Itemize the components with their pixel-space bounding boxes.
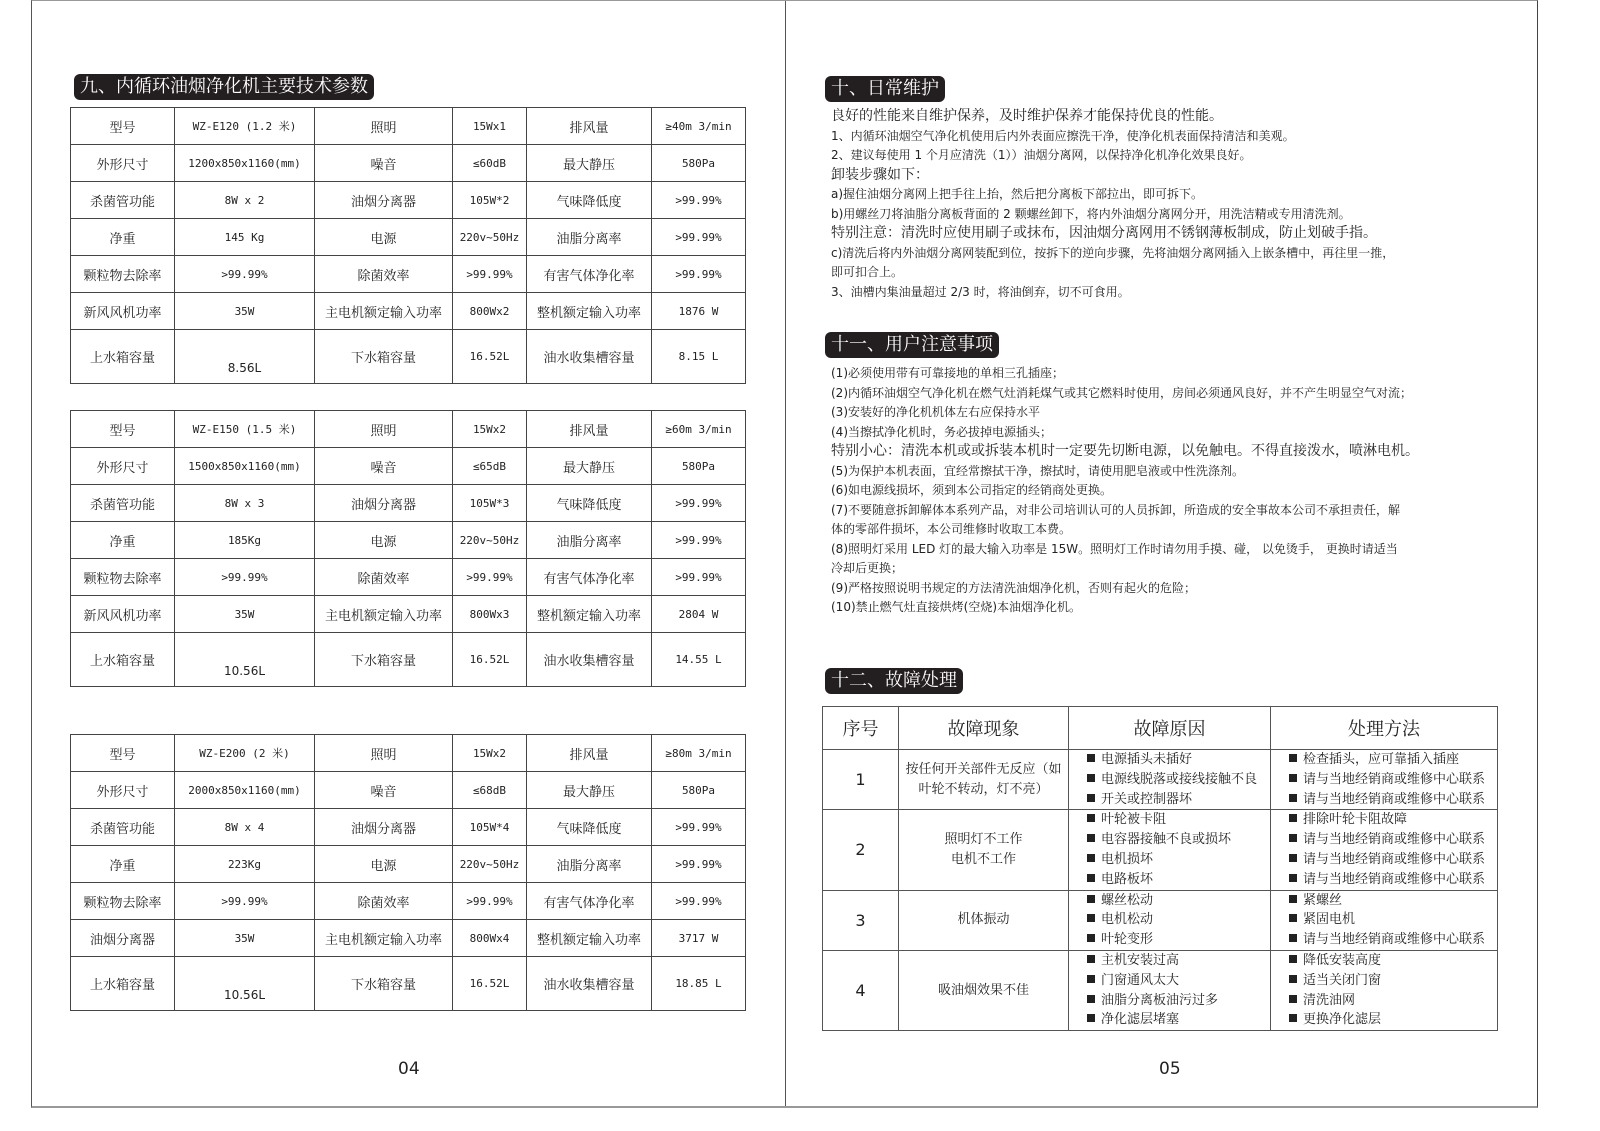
solution-cell — [1271, 810, 1498, 890]
precautions-text — [831, 364, 1419, 618]
spec-row — [71, 522, 746, 559]
spec-label: 油水收集槽容量 — [527, 330, 652, 384]
text-line: (9)严格按照说明书规定的方法清洗油烟净化机，否则有起火的危险； — [831, 580, 1197, 595]
item-text: 请与当地经销商或维修中心联系 — [1303, 851, 1486, 867]
spec-value: >99.99% — [652, 522, 746, 559]
row-number: 4 — [823, 950, 899, 1030]
solution-item — [1289, 891, 1497, 911]
cause-item — [1087, 951, 1270, 971]
spec-value: WZ-E120 (1.2 米) — [175, 108, 315, 145]
text-line: (2)内循环油烟空气净化机在燃气灶消耗煤气或其它燃料时使用，房间必须通风良好，并不产生明显空气对流； — [831, 385, 1413, 400]
spec-value: >99.99% — [453, 559, 527, 596]
section-title-troubleshooting: 十二、故障处理 — [825, 668, 963, 694]
spec-label: 颗粒物去除率 — [71, 883, 175, 920]
spec-row — [71, 448, 746, 485]
spec-value: >99.99% — [175, 256, 315, 293]
item-text: 门窗通风太大 — [1101, 972, 1180, 988]
text-line: (8)照明灯采用 LED 灯的最大输入功率是 15W。照明灯工作时请勿用手摸、碰， 以免烫手， 更换时请适当 — [831, 541, 1398, 556]
spec-value: 580Pa — [652, 772, 746, 809]
spec-label: 上水箱容量 — [71, 957, 175, 1011]
cause-item — [1087, 830, 1270, 850]
section-title-maintenance: 十、日常维护 — [825, 76, 945, 102]
spec-label: 电源 — [315, 219, 453, 256]
solution-item — [1289, 850, 1497, 870]
spec-label: 排风量 — [527, 735, 652, 772]
cause-item — [1087, 790, 1270, 810]
spec-value: 2000x850x1160(mm) — [175, 772, 315, 809]
spec-label: 型号 — [71, 411, 175, 448]
spec-value: 16.52L — [453, 330, 527, 384]
spec-label: 油烟分离器 — [315, 182, 453, 219]
solution-item — [1289, 750, 1497, 770]
spec-label: 气味降低度 — [527, 182, 652, 219]
spec-label: 最大静压 — [527, 145, 652, 182]
spec-value: 8.15 L — [652, 330, 746, 384]
spec-value: WZ-E200 (2 米) — [175, 735, 315, 772]
spec-value: 8W x 2 — [175, 182, 315, 219]
cause-item — [1087, 750, 1270, 770]
spec-label: 电源 — [315, 846, 453, 883]
symptom-line: 吸油烟效果不佳 — [937, 982, 1029, 998]
item-text: 请与当地经销商或维修中心联系 — [1303, 771, 1486, 787]
spec-value: 15Wx2 — [453, 735, 527, 772]
spec-row — [71, 293, 746, 330]
header-symptom: 故障现象 — [899, 707, 1069, 750]
spec-label: 下水箱容量 — [315, 957, 453, 1011]
spec-value: ≥60m 3/min — [652, 411, 746, 448]
spec-value: 145 Kg — [175, 219, 315, 256]
row-number: 3 — [823, 890, 899, 950]
spec-value: 2804 W — [652, 596, 746, 633]
item-text: 请与当地经销商或维修中心联系 — [1303, 832, 1486, 848]
symptom-line: 照明灯不工作 — [944, 831, 1023, 847]
spec-label: 主电机额定输入功率 — [315, 920, 453, 957]
spec-row — [71, 145, 746, 182]
square-bullet-icon — [1087, 834, 1095, 842]
solution-item — [1289, 830, 1497, 850]
spec-row — [71, 735, 746, 772]
solution-cell — [1271, 950, 1498, 1030]
text-line: (10)禁止燃气灶直接烘烤(空烧)本油烟净化机。 — [831, 600, 1081, 614]
cause-item — [1087, 770, 1270, 790]
spec-label: 颗粒物去除率 — [71, 559, 175, 596]
item-text: 净化滤层堵塞 — [1101, 1012, 1180, 1028]
square-bullet-icon — [1289, 975, 1297, 983]
spec-value: 1500x850x1160(mm) — [175, 448, 315, 485]
text-line: 1、内循环油烟空气净化机使用后内外表面应擦洗干净，使净化机表面保持清洁和美观。 — [831, 128, 1295, 143]
square-bullet-icon — [1289, 874, 1297, 882]
spec-row — [71, 957, 746, 1011]
item-text: 请与当地经销商或维修中心联系 — [1303, 791, 1486, 807]
text-line: 冷却后更换； — [831, 561, 904, 575]
square-bullet-icon — [1087, 874, 1095, 882]
spec-label: 油水收集槽容量 — [527, 957, 652, 1011]
item-text: 排除叶轮卡阻故障 — [1303, 812, 1408, 828]
spec-row — [71, 920, 746, 957]
spec-value: 580Pa — [652, 448, 746, 485]
square-bullet-icon — [1087, 854, 1095, 862]
solution-item — [1289, 991, 1497, 1011]
header-number: 序号 — [823, 707, 899, 750]
spec-value: 15Wx1 — [453, 108, 527, 145]
spec-value: 105W*3 — [453, 485, 527, 522]
spec-value: 35W — [175, 920, 315, 957]
spec-label: 油水收集槽容量 — [527, 633, 652, 687]
text-line: (7)不要随意拆卸解体本系列产品，对非公司培训认可的人员拆卸，所造成的安全事故本公司不承担责任，解 — [831, 502, 1401, 517]
cause-item — [1087, 870, 1270, 890]
item-text: 开关或控制器坏 — [1101, 791, 1193, 807]
spec-value: 105W*2 — [453, 182, 527, 219]
spec-label: 排风量 — [527, 108, 652, 145]
spec-label: 整机额定输入功率 — [527, 293, 652, 330]
text-line: a)握住油烟分离网上把手往上抬，然后把分离板下部拉出，即可拆下。 — [831, 187, 1204, 201]
spec-row — [71, 330, 746, 384]
text-line: (3)安装好的净化机机体左右应保持水平 — [831, 405, 1040, 419]
symptom-line: 电机不工作 — [950, 851, 1016, 867]
solution-cell — [1271, 750, 1498, 810]
spec-label: 有害气体净化率 — [527, 559, 652, 596]
spec-value: 8W x 3 — [175, 485, 315, 522]
solution-item — [1289, 930, 1497, 950]
solution-item — [1289, 770, 1497, 790]
spec-label: 杀菌管功能 — [71, 809, 175, 846]
square-bullet-icon — [1289, 834, 1297, 842]
spec-value: >99.99% — [652, 559, 746, 596]
item-text: 电源插头未插好 — [1101, 752, 1193, 767]
spec-value: 580Pa — [652, 145, 746, 182]
solution-cell — [1271, 890, 1498, 950]
spec-value: ≤65dB — [453, 448, 527, 485]
spec-value: 8W x 4 — [175, 809, 315, 846]
symptom-cell — [899, 810, 1069, 890]
spec-table-e150 — [70, 410, 746, 687]
spec-value: 18.85 L — [652, 957, 746, 1011]
spec-value: 35W — [175, 293, 315, 330]
spec-value: ≥80m 3/min — [652, 735, 746, 772]
square-bullet-icon — [1289, 995, 1297, 1003]
square-bullet-icon — [1087, 1014, 1095, 1022]
spec-label: 型号 — [71, 735, 175, 772]
spec-value: >99.99% — [652, 846, 746, 883]
solution-item — [1289, 951, 1497, 971]
spec-value: >99.99% — [652, 809, 746, 846]
item-text: 螺丝松动 — [1101, 892, 1154, 908]
square-bullet-icon — [1087, 934, 1095, 942]
text-line: b)用螺丝刀将油脂分离板背面的 2 颗螺丝卸下，将内外油烟分离网分开，用洗洁精或专用清洗剂。 — [831, 206, 1351, 221]
spec-value: 220v~50Hz — [453, 846, 527, 883]
spec-label: 外形尺寸 — [71, 448, 175, 485]
spec-label: 油烟分离器 — [315, 809, 453, 846]
spec-label: 型号 — [71, 108, 175, 145]
solution-item — [1289, 910, 1497, 930]
spec-row — [71, 633, 746, 687]
square-bullet-icon — [1087, 794, 1095, 802]
spec-label: 杀菌管功能 — [71, 485, 175, 522]
solution-item — [1289, 971, 1497, 991]
cause-cell — [1069, 950, 1271, 1030]
spec-value: 220v~50Hz — [453, 522, 527, 559]
spec-row — [71, 559, 746, 596]
spec-row — [71, 883, 746, 920]
spec-label: 除菌效率 — [315, 883, 453, 920]
item-text: 紧螺丝 — [1303, 892, 1343, 908]
item-text: 主机安装过高 — [1101, 952, 1180, 968]
item-text: 电机损坏 — [1101, 851, 1154, 867]
spec-value: >99.99% — [652, 256, 746, 293]
cause-cell — [1069, 750, 1271, 810]
spec-row — [71, 809, 746, 846]
spec-row — [71, 485, 746, 522]
spec-value: 1200x850x1160(mm) — [175, 145, 315, 182]
square-bullet-icon — [1087, 914, 1095, 922]
text-line: 良好的性能来自维护保养，及时维护保养才能保持优良的性能。 — [831, 108, 1223, 124]
spec-label: 油脂分离率 — [527, 219, 652, 256]
item-text: 紧固电机 — [1303, 912, 1356, 928]
spec-label: 新风风机功率 — [71, 596, 175, 633]
spec-label: 有害气体净化率 — [527, 883, 652, 920]
item-text: 电路板坏 — [1101, 871, 1154, 887]
symptom-line: 按任何开关部件无反应（如 — [905, 761, 1062, 777]
spec-row — [71, 846, 746, 883]
symptom-line: 叶轮不转动，灯不亮） — [918, 781, 1049, 797]
cause-item — [1087, 1010, 1270, 1030]
item-text: 叶轮变形 — [1101, 932, 1154, 948]
section-title-specs: 九、内循环油烟净化机主要技术参数 — [74, 74, 374, 100]
spec-label: 新风风机功率 — [71, 293, 175, 330]
spec-row — [71, 108, 746, 145]
square-bullet-icon — [1289, 934, 1297, 942]
troubleshooting-row — [823, 890, 1498, 950]
spec-value: ≥40m 3/min — [652, 108, 746, 145]
spec-label: 最大静压 — [527, 448, 652, 485]
troubleshooting-table — [822, 706, 1498, 1031]
spec-label: 油烟分离器 — [71, 920, 175, 957]
symptom-cell — [899, 750, 1069, 810]
spec-value: 16.52L — [453, 957, 527, 1011]
spec-value: >99.99% — [652, 883, 746, 920]
header-cause: 故障原因 — [1069, 707, 1271, 750]
square-bullet-icon — [1289, 794, 1297, 802]
spec-table-e200 — [70, 734, 746, 1011]
spec-label: 最大静压 — [527, 772, 652, 809]
spec-value: 10.56L — [175, 633, 315, 687]
spec-value: >99.99% — [453, 256, 527, 293]
spec-label: 噪音 — [315, 448, 453, 485]
spec-label: 下水箱容量 — [315, 633, 453, 687]
symptom-line: 机体振动 — [957, 912, 1010, 928]
page-number-left: 04 — [398, 1059, 420, 1079]
square-bullet-icon — [1087, 995, 1095, 1003]
solution-item — [1289, 790, 1497, 810]
spec-value: WZ-E150 (1.5 米) — [175, 411, 315, 448]
spec-label: 下水箱容量 — [315, 330, 453, 384]
square-bullet-icon — [1087, 814, 1095, 822]
cause-item — [1087, 910, 1270, 930]
text-line: 即可扣合上。 — [831, 265, 904, 279]
text-line: 特别小心：清洗本机或或拆装本机时一定要先切断电源，以免触电。不得直接泼水，喷淋电机。 — [831, 443, 1419, 459]
spec-value: 105W*4 — [453, 809, 527, 846]
troubleshooting-row — [823, 950, 1498, 1030]
spec-value: 223Kg — [175, 846, 315, 883]
row-number: 2 — [823, 810, 899, 890]
troubleshooting-row — [823, 750, 1498, 810]
text-line: 卸装步骤如下： — [831, 166, 929, 183]
spec-label: 整机额定输入功率 — [527, 596, 652, 633]
spec-row — [71, 411, 746, 448]
spec-value: ≤68dB — [453, 772, 527, 809]
item-text: 油脂分离板油污过多 — [1101, 992, 1219, 1008]
square-bullet-icon — [1087, 955, 1095, 963]
spec-value: >99.99% — [652, 485, 746, 522]
square-bullet-icon — [1289, 814, 1297, 822]
spec-value: >99.99% — [652, 219, 746, 256]
item-text: 请与当地经销商或维修中心联系 — [1303, 871, 1486, 887]
spec-label: 照明 — [315, 108, 453, 145]
spec-label: 油脂分离率 — [527, 846, 652, 883]
spec-row — [71, 772, 746, 809]
spec-value: >99.99% — [652, 182, 746, 219]
spec-value: 220v~50Hz — [453, 219, 527, 256]
square-bullet-icon — [1289, 774, 1297, 782]
spec-label: 主电机额定输入功率 — [315, 293, 453, 330]
spec-label: 整机额定输入功率 — [527, 920, 652, 957]
cause-item — [1087, 810, 1270, 830]
spec-value: 800Wx4 — [453, 920, 527, 957]
text-line: 2、建议每使用 1 个月应清洗（1））油烟分离网，以保持净化机净化效果良好。 — [831, 148, 1252, 162]
spec-label: 上水箱容量 — [71, 330, 175, 384]
square-bullet-icon — [1087, 975, 1095, 983]
square-bullet-icon — [1289, 854, 1297, 862]
item-text: 清洗油网 — [1303, 992, 1356, 1008]
cause-item — [1087, 891, 1270, 911]
solution-item — [1289, 1010, 1497, 1030]
spec-label: 净重 — [71, 846, 175, 883]
text-line: 3、油槽内集油量超过 2/3 时，将油倒弃，切不可食用。 — [831, 284, 1130, 299]
item-text: 电机松动 — [1101, 912, 1154, 928]
spec-value: 15Wx2 — [453, 411, 527, 448]
spec-value: 8.56L — [175, 330, 315, 384]
spec-label: 气味降低度 — [527, 809, 652, 846]
spec-label: 噪音 — [315, 772, 453, 809]
spec-label: 照明 — [315, 735, 453, 772]
spec-label: 除菌效率 — [315, 559, 453, 596]
spec-value: 1876 W — [652, 293, 746, 330]
item-text: 叶轮被卡阻 — [1101, 812, 1167, 828]
item-text: 检查插头，应可靠插入插座 — [1303, 752, 1460, 767]
spec-label: 外形尺寸 — [71, 145, 175, 182]
symptom-cell — [899, 890, 1069, 950]
square-bullet-icon — [1289, 955, 1297, 963]
square-bullet-icon — [1289, 895, 1297, 903]
spec-label: 油脂分离率 — [527, 522, 652, 559]
text-line: 特别注意：清洗时应使用刷子或抹布，因油烟分离网用不锈钢薄板制成，防止划破手指。 — [831, 225, 1377, 241]
spec-row — [71, 219, 746, 256]
square-bullet-icon — [1289, 1014, 1297, 1022]
square-bullet-icon — [1087, 774, 1095, 782]
spec-label: 上水箱容量 — [71, 633, 175, 687]
text-line: (5)为保护本机表面，宜经常擦拭干净，擦拭时，请使用肥皂液或中性洗涤剂。 — [831, 463, 1245, 478]
spec-row — [71, 256, 746, 293]
spec-label: 有害气体净化率 — [527, 256, 652, 293]
page-number-right: 05 — [1159, 1059, 1181, 1079]
spec-label: 照明 — [315, 411, 453, 448]
spec-value: 3717 W — [652, 920, 746, 957]
item-text: 降低安装高度 — [1303, 952, 1382, 968]
text-line: c)清洗后将内外油烟分离网装配到位，按拆下的逆向步骤，先将油烟分离网插入上嵌条槽中，再往里一推， — [831, 245, 1395, 260]
spec-label: 电源 — [315, 522, 453, 559]
spec-value: >99.99% — [175, 559, 315, 596]
cause-cell — [1069, 810, 1271, 890]
spec-label: 外形尺寸 — [71, 772, 175, 809]
spec-row — [71, 182, 746, 219]
troubleshooting-header-row — [823, 707, 1498, 750]
solution-item — [1289, 810, 1497, 830]
spec-value: 185Kg — [175, 522, 315, 559]
header-solution: 处理方法 — [1271, 707, 1498, 750]
troubleshooting-row — [823, 810, 1498, 890]
spec-value: 800Wx2 — [453, 293, 527, 330]
cause-item — [1087, 991, 1270, 1011]
item-text: 请与当地经销商或维修中心联系 — [1303, 932, 1486, 948]
item-text: 适当关闭门窗 — [1303, 972, 1382, 988]
solution-item — [1289, 870, 1497, 890]
spec-label: 杀菌管功能 — [71, 182, 175, 219]
item-text: 电容器接触不良或损坏 — [1101, 832, 1232, 848]
spec-value: 800Wx3 — [453, 596, 527, 633]
spec-label: 净重 — [71, 219, 175, 256]
text-line: (4)当擦拭净化机时，务必拔掉电源插头； — [831, 424, 1052, 439]
square-bullet-icon — [1087, 754, 1095, 762]
spec-label: 油烟分离器 — [315, 485, 453, 522]
spec-label: 除菌效率 — [315, 256, 453, 293]
spec-value: 35W — [175, 596, 315, 633]
text-line: (6)如电源线损坏，须到本公司指定的经销商处更换。 — [831, 483, 1113, 497]
text-line: 体的零部件损坏，本公司维修时收取工本费。 — [831, 522, 1072, 536]
spec-value: >99.99% — [453, 883, 527, 920]
spec-value: 10.56L — [175, 957, 315, 1011]
spec-label: 颗粒物去除率 — [71, 256, 175, 293]
text-line: (1)必须使用带有可靠接地的单相三孔插座； — [831, 366, 1064, 380]
cause-cell — [1069, 890, 1271, 950]
symptom-cell — [899, 950, 1069, 1030]
square-bullet-icon — [1289, 914, 1297, 922]
spec-row — [71, 596, 746, 633]
spec-label: 主电机额定输入功率 — [315, 596, 453, 633]
item-text: 更换净化滤层 — [1303, 1012, 1382, 1028]
spec-value: ≤60dB — [453, 145, 527, 182]
spec-value: >99.99% — [175, 883, 315, 920]
cause-item — [1087, 930, 1270, 950]
square-bullet-icon — [1289, 754, 1297, 762]
section-title-precautions: 十一、用户注意事项 — [825, 332, 999, 358]
cause-item — [1087, 850, 1270, 870]
spec-label: 净重 — [71, 522, 175, 559]
cause-item — [1087, 971, 1270, 991]
spec-label: 排风量 — [527, 411, 652, 448]
square-bullet-icon — [1087, 895, 1095, 903]
maintenance-text — [831, 107, 1394, 302]
spec-value: 16.52L — [453, 633, 527, 687]
spec-table-e120 — [70, 107, 746, 384]
spec-label: 气味降低度 — [527, 485, 652, 522]
item-text: 电源线脱落或接线接触不良 — [1101, 771, 1258, 787]
spec-value: 14.55 L — [652, 633, 746, 687]
row-number: 1 — [823, 750, 899, 810]
spec-label: 噪音 — [315, 145, 453, 182]
